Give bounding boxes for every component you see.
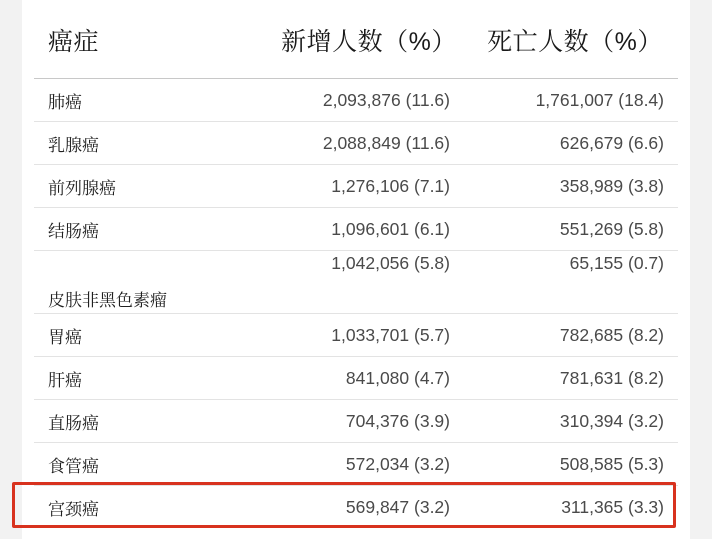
cell-deaths: 626,679 (6.6) bbox=[472, 122, 678, 165]
cell-cancer-name: 食管癌 bbox=[34, 443, 266, 486]
cell-cancer-name: 结肠癌 bbox=[34, 208, 266, 251]
cell-new-cases: 2,093,876 (11.6) bbox=[266, 79, 472, 122]
cell-new-cases: 572,034 (3.2) bbox=[266, 443, 472, 486]
cell-cancer-name: 肝癌 bbox=[34, 357, 266, 400]
table-header bbox=[34, 0, 678, 79]
cell-deaths: 782,685 (8.2) bbox=[472, 314, 678, 357]
page-right-margin bbox=[690, 0, 712, 539]
cell-deaths: 1,761,007 (18.4) bbox=[472, 79, 678, 122]
table-row bbox=[34, 251, 678, 314]
table-row bbox=[34, 443, 678, 486]
column-header-cancer: 癌症 bbox=[34, 0, 266, 79]
cell-cancer-name: 直肠癌 bbox=[34, 400, 266, 443]
table-row bbox=[34, 357, 678, 400]
table-row bbox=[34, 208, 678, 251]
page-left-margin bbox=[0, 0, 22, 539]
table-row bbox=[34, 79, 678, 122]
cell-deaths: 65,155 (0.7) bbox=[472, 251, 678, 314]
cell-new-cases: 1,096,601 (6.1) bbox=[266, 208, 472, 251]
table-row bbox=[34, 165, 678, 208]
cell-cancer-name: 胃癌 bbox=[34, 314, 266, 357]
cell-new-cases: 1,042,056 (5.8) bbox=[266, 251, 472, 314]
column-header-deaths: 死亡人数（%） bbox=[472, 0, 678, 79]
table-sheet bbox=[22, 0, 690, 539]
header-row bbox=[34, 0, 678, 79]
cell-cancer-name: 宫颈癌 bbox=[48, 499, 99, 519]
cell-new-cases: 1,276,106 (7.1) bbox=[266, 165, 472, 208]
table-row bbox=[34, 400, 678, 443]
cell-deaths: 311,365 (3.3) bbox=[561, 496, 664, 517]
table-row bbox=[34, 122, 678, 165]
table-row bbox=[34, 314, 678, 357]
cell-deaths: 508,585 (5.3) bbox=[472, 443, 678, 486]
cell-deaths: 358,989 (3.8) bbox=[472, 165, 678, 208]
cell-deaths: 781,631 (8.2) bbox=[472, 357, 678, 400]
cell-new-cases: 704,376 (3.9) bbox=[266, 400, 472, 443]
cell-cancer-name: 前列腺癌 bbox=[34, 165, 266, 208]
table-row-highlighted bbox=[34, 486, 678, 529]
cell-deaths: 310,394 (3.2) bbox=[472, 400, 678, 443]
column-header-new-cases: 新增人数（%） bbox=[266, 0, 472, 79]
cell-deaths: 551,269 (5.8) bbox=[472, 208, 678, 251]
table-body bbox=[34, 79, 678, 529]
cell-new-cases: 2,088,849 (11.6) bbox=[266, 122, 472, 165]
cell-new-cases: 841,080 (4.7) bbox=[266, 357, 472, 400]
cancer-statistics-table bbox=[34, 0, 678, 528]
cell-new-cases: 569,847 (3.2) bbox=[345, 496, 450, 517]
cell-cancer-name: 乳腺癌 bbox=[34, 122, 266, 165]
cell-new-cases: 1,033,701 (5.7) bbox=[266, 314, 472, 357]
cell-cancer-name: 肺癌 bbox=[34, 79, 266, 122]
cell-cancer-name: 皮肤非黑色素瘤 bbox=[34, 251, 266, 314]
